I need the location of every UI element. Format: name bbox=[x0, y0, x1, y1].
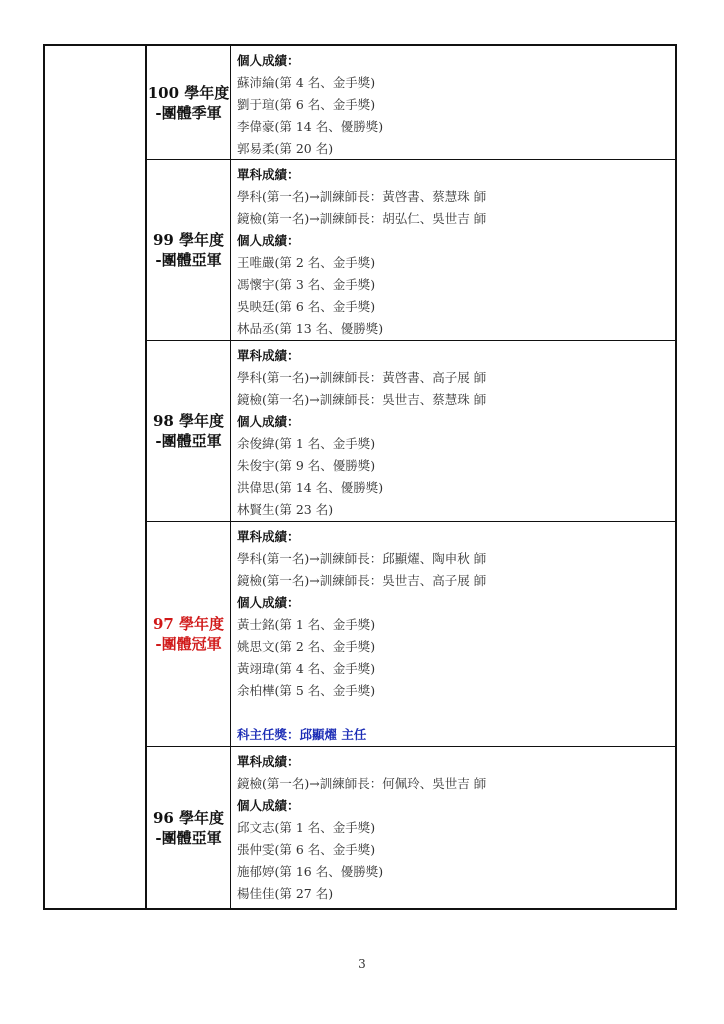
team-result: -團體亞軍 bbox=[155, 251, 222, 269]
results-cell bbox=[237, 345, 671, 521]
result-line: 王唯嚴(第 2 名、金手獎) bbox=[237, 255, 376, 270]
result-line: 張仲雯(第 6 名、金手獎) bbox=[237, 842, 376, 857]
result-line: 鏡檢(第一名)→訓練師長：吳世吉、高子展 師 bbox=[237, 573, 487, 588]
table-row bbox=[147, 160, 675, 341]
blank-line bbox=[237, 702, 671, 724]
year-cell bbox=[147, 160, 231, 340]
result-line: 施郁婷(第 16 名、優勝獎) bbox=[237, 864, 384, 879]
table-row bbox=[147, 522, 675, 747]
year-label: 97 學年度 bbox=[152, 615, 225, 633]
result-line: 林品丞(第 13 名、優勝獎) bbox=[237, 321, 384, 336]
director-award: 科主任獎：邱顯燿 主任 bbox=[237, 727, 367, 742]
year-cell bbox=[147, 46, 231, 159]
team-result: -團體亞軍 bbox=[155, 432, 222, 450]
team-result: -團體季軍 bbox=[155, 103, 222, 122]
section-heading: 單科成績： bbox=[237, 348, 300, 363]
year-cell bbox=[147, 341, 231, 521]
result-line: 吳映廷(第 6 名、金手獎) bbox=[237, 299, 376, 314]
result-line: 林賢生(第 23 名) bbox=[237, 502, 334, 517]
result-line: 學科(第一名)→訓練師長：邱顯燿、陶申秋 師 bbox=[237, 551, 487, 566]
result-line: 朱俊宇(第 9 名、優勝獎) bbox=[237, 458, 376, 473]
section-heading: 單科成績： bbox=[237, 754, 300, 769]
result-line: 余柏樺(第 5 名、金手獎) bbox=[237, 683, 376, 698]
table-row bbox=[147, 46, 675, 160]
result-line: 鏡檢(第一名)→訓練師長：何佩玲、吳世吉 師 bbox=[237, 776, 487, 791]
result-line: 學科(第一名)→訓練師長：黃啓書、高子展 師 bbox=[237, 370, 487, 385]
results-cell bbox=[237, 50, 671, 160]
result-line: 劉于瑄(第 6 名、金手獎) bbox=[237, 97, 376, 112]
results-cell bbox=[237, 164, 671, 340]
section-heading: 個人成績： bbox=[237, 233, 300, 248]
result-line: 蘇沛綸(第 4 名、金手獎) bbox=[237, 75, 376, 90]
year-label: 99 學年度 bbox=[152, 231, 225, 249]
year-label: 100 學年度 bbox=[147, 83, 230, 102]
section-heading: 個人成績： bbox=[237, 798, 300, 813]
year-cell bbox=[147, 747, 231, 908]
team-result: -團體冠軍 bbox=[155, 635, 222, 653]
result-line: 李偉豪(第 14 名、優勝獎) bbox=[237, 119, 384, 134]
table-row bbox=[147, 747, 675, 908]
year-cell bbox=[147, 522, 231, 746]
section-heading: 個人成績： bbox=[237, 414, 300, 429]
year-label: 98 學年度 bbox=[152, 412, 225, 430]
result-line: 洪偉思(第 14 名、優勝獎) bbox=[237, 480, 384, 495]
section-heading: 單科成績： bbox=[237, 529, 300, 544]
result-line: 余俊緯(第 1 名、金手獎) bbox=[237, 436, 376, 451]
result-line: 邱文志(第 1 名、金手獎) bbox=[237, 820, 376, 835]
results-cell bbox=[237, 751, 671, 905]
result-line: 馮懷宇(第 3 名、金手獎) bbox=[237, 277, 376, 292]
category-column bbox=[45, 46, 147, 908]
result-line: 姚思文(第 2 名、金手獎) bbox=[237, 639, 376, 654]
team-result: -團體亞軍 bbox=[155, 828, 222, 847]
result-line: 黃翊瑋(第 4 名、金手獎) bbox=[237, 661, 376, 676]
section-heading: 個人成績： bbox=[237, 595, 300, 610]
awards-table bbox=[43, 44, 677, 910]
result-line: 鏡檢(第一名)→訓練師長：胡弘仁、吳世吉 師 bbox=[237, 211, 487, 226]
result-line: 楊佳佳(第 27 名) bbox=[237, 886, 334, 901]
result-line: 鏡檢(第一名)→訓練師長：吳世吉、蔡慧珠 師 bbox=[237, 392, 487, 407]
result-line: 郭易柔(第 20 名) bbox=[237, 141, 334, 156]
result-line: 學科(第一名)→訓練師長：黃啓書、蔡慧珠 師 bbox=[237, 189, 487, 204]
result-line: 黃士銘(第 1 名、金手獎) bbox=[237, 617, 376, 632]
section-heading: 單科成績： bbox=[237, 167, 300, 182]
page-number: 3 bbox=[358, 957, 366, 971]
table-row bbox=[147, 341, 675, 522]
year-label: 96 學年度 bbox=[152, 808, 225, 827]
results-cell bbox=[237, 526, 671, 746]
section-heading: 個人成績： bbox=[237, 53, 300, 68]
